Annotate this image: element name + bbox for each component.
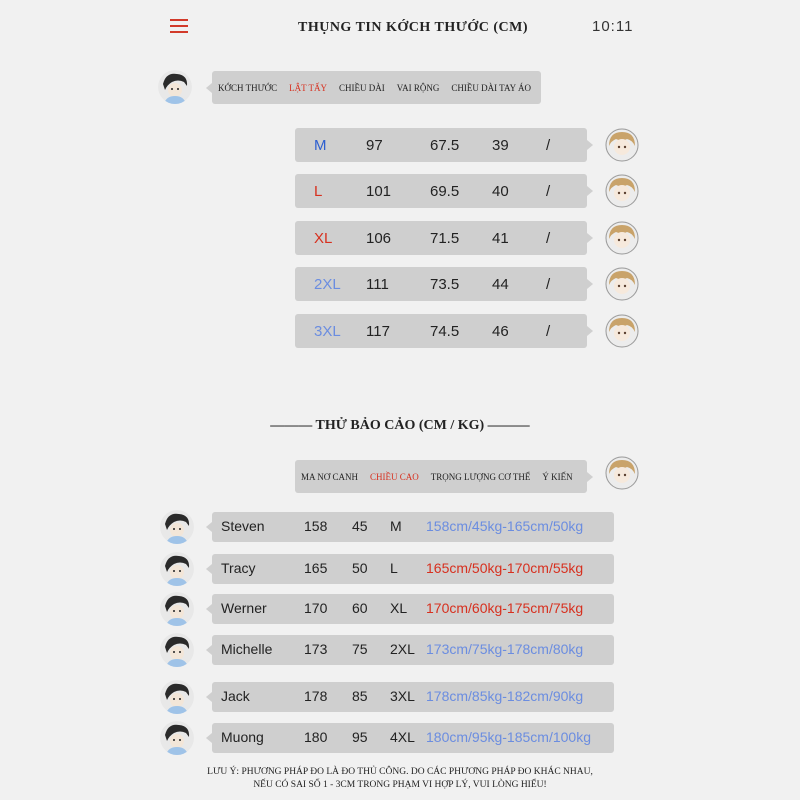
customer-row (212, 682, 614, 712)
customer-weight: 85 (352, 688, 368, 704)
header-col-height: CHIỀU CAO (370, 471, 419, 482)
customer-name: Werner (221, 600, 267, 616)
page-title: THỤNG TIN KỚCH THƯỚC (CM) (297, 20, 529, 35)
avatar-dark-icon (158, 70, 192, 104)
length-value: 67.5 (430, 137, 460, 154)
chest-value: 101 (366, 183, 392, 200)
customer-size: 4XL (390, 729, 415, 745)
size-row (295, 267, 587, 301)
size-row (295, 314, 587, 348)
shoulder-value: 41 (492, 230, 509, 247)
size-row (295, 128, 587, 162)
customer-range: 165cm/50kg-170cm/55kg (426, 560, 584, 576)
shoulder-value: 44 (492, 276, 509, 293)
customer-range: 180cm/95kg-185cm/100kg (426, 729, 591, 745)
sleeve-value: / (546, 137, 551, 154)
size-label: M (314, 137, 327, 154)
footnote (0, 766, 800, 792)
shoulder-value: 39 (492, 137, 509, 154)
customer-height: 165 (304, 560, 328, 576)
avatar-blonde-icon (605, 128, 639, 162)
customer-range: 178cm/85kg-182cm/90kg (426, 688, 584, 704)
header-col-sleeve: CHIỀU DÀI TAY ÁO (451, 82, 532, 93)
length-value: 73.5 (430, 276, 460, 293)
customer-height: 178 (304, 688, 328, 704)
customer-row (212, 635, 614, 665)
avatar-blonde-icon (605, 221, 639, 255)
customer-row (212, 594, 614, 624)
customer-weight: 75 (352, 641, 368, 657)
customer-size: M (390, 518, 402, 534)
customer-size: L (390, 560, 398, 576)
customer-size: 3XL (390, 688, 415, 704)
avatar-dark-icon (160, 592, 194, 626)
header-col-weight: TRỌNG LƯỢNG CƠ THỂ (430, 471, 531, 482)
size-header-bubble (212, 71, 541, 104)
customer-row (212, 723, 614, 753)
size-label: XL (314, 230, 333, 247)
customer-name: Jack (221, 688, 250, 704)
header-col-length: CHIỀU DÀI (339, 82, 385, 93)
avatar-dark-icon (160, 510, 194, 544)
avatar-dark-icon (160, 552, 194, 586)
chest-value: 97 (366, 137, 383, 154)
customer-name: Michelle (221, 641, 273, 657)
size-label: L (314, 183, 323, 200)
header-col-model: MA NƠ CANH (301, 471, 359, 482)
header-col-opinion: Ý KIẾN (542, 471, 573, 482)
sleeve-value: / (546, 230, 551, 247)
chest-value: 117 (366, 323, 390, 340)
avatar-blonde-icon (605, 174, 639, 208)
customer-height: 158 (304, 518, 328, 534)
section-title: ——— THỬ BẢO CẢO (CM / KG) ——— (270, 418, 530, 433)
size-row (295, 174, 587, 208)
customer-weight: 45 (352, 518, 368, 534)
sleeve-value: / (546, 183, 551, 200)
length-value: 71.5 (430, 230, 460, 247)
avatar-blonde-icon (605, 314, 639, 348)
size-label: 3XL (314, 323, 341, 340)
length-value: 74.5 (430, 323, 460, 340)
avatar-dark-icon (160, 633, 194, 667)
chest-value: 106 (366, 230, 392, 247)
customer-size: XL (390, 600, 408, 616)
footnote-line1: LƯU Ý: PHƯƠNG PHÁP ĐO LÀ ĐO THỦ CÔNG. DO CÁC PHƯƠNG PHÁP ĐO KHÁC NHAU, (207, 767, 593, 777)
header-col-size: KỚCH THƯỚC (218, 82, 278, 93)
chest-value: 111 (366, 276, 389, 293)
avatar-blonde-icon (605, 267, 639, 301)
customer-name: Muong (221, 729, 264, 745)
header-col-shoulder: VAI RỘNG (396, 82, 440, 93)
customer-weight: 50 (352, 560, 368, 576)
length-value: 69.5 (430, 183, 460, 200)
customer-range: 173cm/75kg-178cm/80kg (426, 641, 584, 657)
shoulder-value: 40 (492, 183, 509, 200)
avatar-dark-icon (160, 721, 194, 755)
customer-height: 170 (304, 600, 328, 616)
customer-row (212, 554, 614, 584)
size-label: 2XL (314, 276, 341, 293)
footnote-line2: NẾU CÓ SAI SỐ 1 - 3CM TRONG PHẠM VI HỢP LÝ, VUI LÒNG HIỂU! (253, 780, 547, 790)
header-col-chest: LẬT TẤY (289, 82, 327, 93)
customer-weight: 95 (352, 729, 368, 745)
customer-name: Steven (221, 518, 265, 534)
customer-range: 170cm/60kg-175cm/75kg (426, 600, 584, 616)
customer-height: 173 (304, 641, 328, 657)
customer-weight: 60 (352, 600, 368, 616)
customer-size: 2XL (390, 641, 415, 657)
customer-header-bubble (295, 460, 587, 493)
sleeve-value: / (546, 323, 551, 340)
shoulder-value: 46 (492, 323, 509, 340)
customer-name: Tracy (221, 560, 256, 576)
customer-range: 158cm/45kg-165cm/50kg (426, 518, 584, 534)
size-row (295, 221, 587, 255)
customer-row (212, 512, 614, 542)
customer-height: 180 (304, 729, 328, 745)
avatar-dark-icon (160, 680, 194, 714)
sleeve-value: / (546, 276, 551, 293)
clock: 10:11 (592, 18, 634, 35)
avatar-blonde-icon (605, 456, 639, 490)
